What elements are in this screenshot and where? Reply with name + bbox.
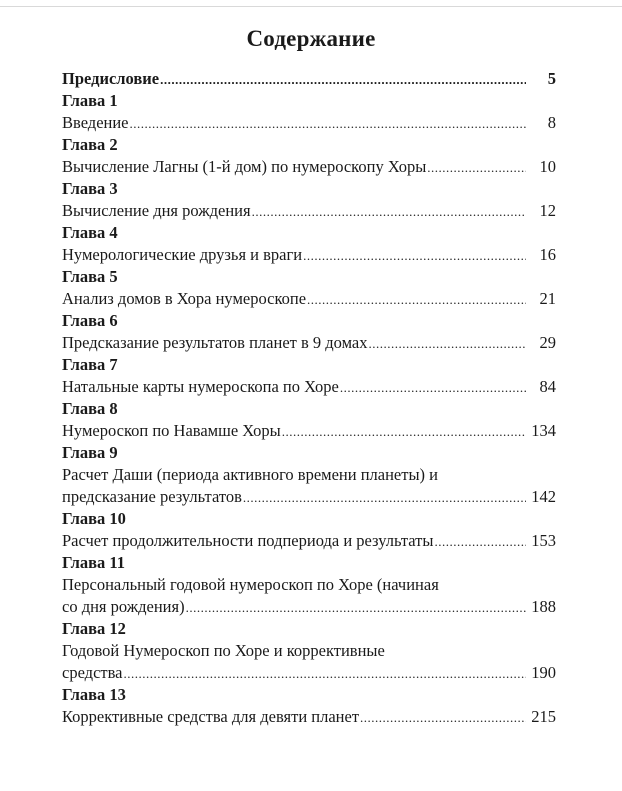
chapter-title-line: Введение <box>62 113 129 132</box>
chapter-title-line: Персональный годовой нумероскоп по Хоре (начиная <box>62 575 439 594</box>
dot-leader <box>427 157 526 179</box>
toc-page-number: 134 <box>531 421 556 440</box>
dot-leader <box>360 707 526 729</box>
table-of-contents <box>62 68 556 728</box>
toc-page-number: 21 <box>539 289 556 308</box>
dot-leader <box>434 531 526 553</box>
chapter-heading: Глава 2 <box>62 135 118 154</box>
dot-leader <box>282 421 526 443</box>
toc-entry[interactable] <box>62 200 556 222</box>
toc-page-number: 215 <box>531 707 556 726</box>
chapter-heading: Глава 3 <box>62 179 118 198</box>
chapter-title-line: предсказание результатов <box>62 487 242 506</box>
toc-entry[interactable] <box>62 706 556 728</box>
chapter-title-line: средства <box>62 663 123 682</box>
toc-page-number: 188 <box>531 597 556 616</box>
dot-leader <box>340 377 526 399</box>
toc-entry[interactable] <box>62 112 556 134</box>
dot-leader <box>252 201 526 223</box>
toc-entry[interactable] <box>62 288 556 310</box>
toc-page-number: 8 <box>547 113 556 132</box>
chapter-heading: Глава 11 <box>62 553 126 572</box>
dot-leader <box>307 289 526 311</box>
dot-leader <box>160 69 526 91</box>
chapter-title-line: Расчет продолжительности подпериода и результаты <box>62 531 434 550</box>
chapter-list <box>62 90 556 728</box>
chapter-heading: Глава 1 <box>62 91 118 110</box>
chapter-title-line: Вычисление дня рождения <box>62 201 251 220</box>
chapter-heading: Глава 12 <box>62 619 126 638</box>
chapter-heading: Глава 6 <box>62 311 118 330</box>
chapter-heading: Глава 8 <box>62 399 118 418</box>
toc-page-number: 16 <box>539 245 556 264</box>
chapter-title-line: Анализ домов в Хора нумероскопе <box>62 289 307 308</box>
chapter-title-line: Годовой Нумероскоп по Хоре и коррективные <box>62 641 385 660</box>
toc-entry[interactable] <box>62 574 556 618</box>
chapter-title-line: Предсказание результатов планет в 9 домах <box>62 333 368 352</box>
toc-page-number: 84 <box>539 377 556 396</box>
chapter-title-line: Коррективные средства для девяти планет <box>62 707 360 726</box>
toc-page-number: 12 <box>539 201 556 220</box>
chapter-heading: Глава 7 <box>62 355 118 374</box>
chapter-title-line: со дня рождения) <box>62 597 185 616</box>
chapter-heading: Глава 13 <box>62 685 126 704</box>
dot-leader <box>369 333 527 355</box>
chapter-heading: Глава 9 <box>62 443 118 462</box>
toc-entry[interactable] <box>62 156 556 178</box>
toc-preface[interactable] <box>62 68 556 90</box>
toc-page-number: 5 <box>547 69 556 88</box>
dot-leader <box>130 113 526 135</box>
top-divider <box>0 6 622 7</box>
chapter-heading: Глава 5 <box>62 267 118 286</box>
toc-page-number: 153 <box>531 531 556 550</box>
chapter-heading: Глава 4 <box>62 223 118 242</box>
toc-entry[interactable] <box>62 464 556 508</box>
chapter-title-line: Расчет Даши (периода активного времени планеты) и <box>62 465 439 484</box>
dot-leader <box>124 663 526 685</box>
toc-entry[interactable] <box>62 530 556 552</box>
page-title: Содержание <box>246 26 376 51</box>
dot-leader <box>186 597 526 619</box>
chapter-heading: Глава 10 <box>62 509 126 528</box>
toc-page-number: 142 <box>531 487 556 506</box>
chapter-title-line: Нумероскоп по Навамше Хоры <box>62 421 281 440</box>
chapter-title-line: Нумерологические друзья и враги <box>62 245 303 264</box>
toc-entry[interactable] <box>62 420 556 442</box>
chapter-title-line: Натальные карты нумероскопа по Хоре <box>62 377 339 396</box>
dot-leader <box>303 245 526 267</box>
toc-entry[interactable] <box>62 640 556 684</box>
toc-page-number: 190 <box>531 663 556 682</box>
toc-entry[interactable] <box>62 244 556 266</box>
toc-preface-label: Предисловие <box>62 69 160 88</box>
toc-page-number: 10 <box>539 157 556 176</box>
dot-leader <box>243 487 526 509</box>
toc-page-number: 29 <box>539 333 556 352</box>
toc-entry[interactable] <box>62 376 556 398</box>
chapter-title-line: Вычисление Лагны (1-й дом) по нумероскопу Хоры <box>62 157 427 176</box>
toc-entry[interactable] <box>62 332 556 354</box>
